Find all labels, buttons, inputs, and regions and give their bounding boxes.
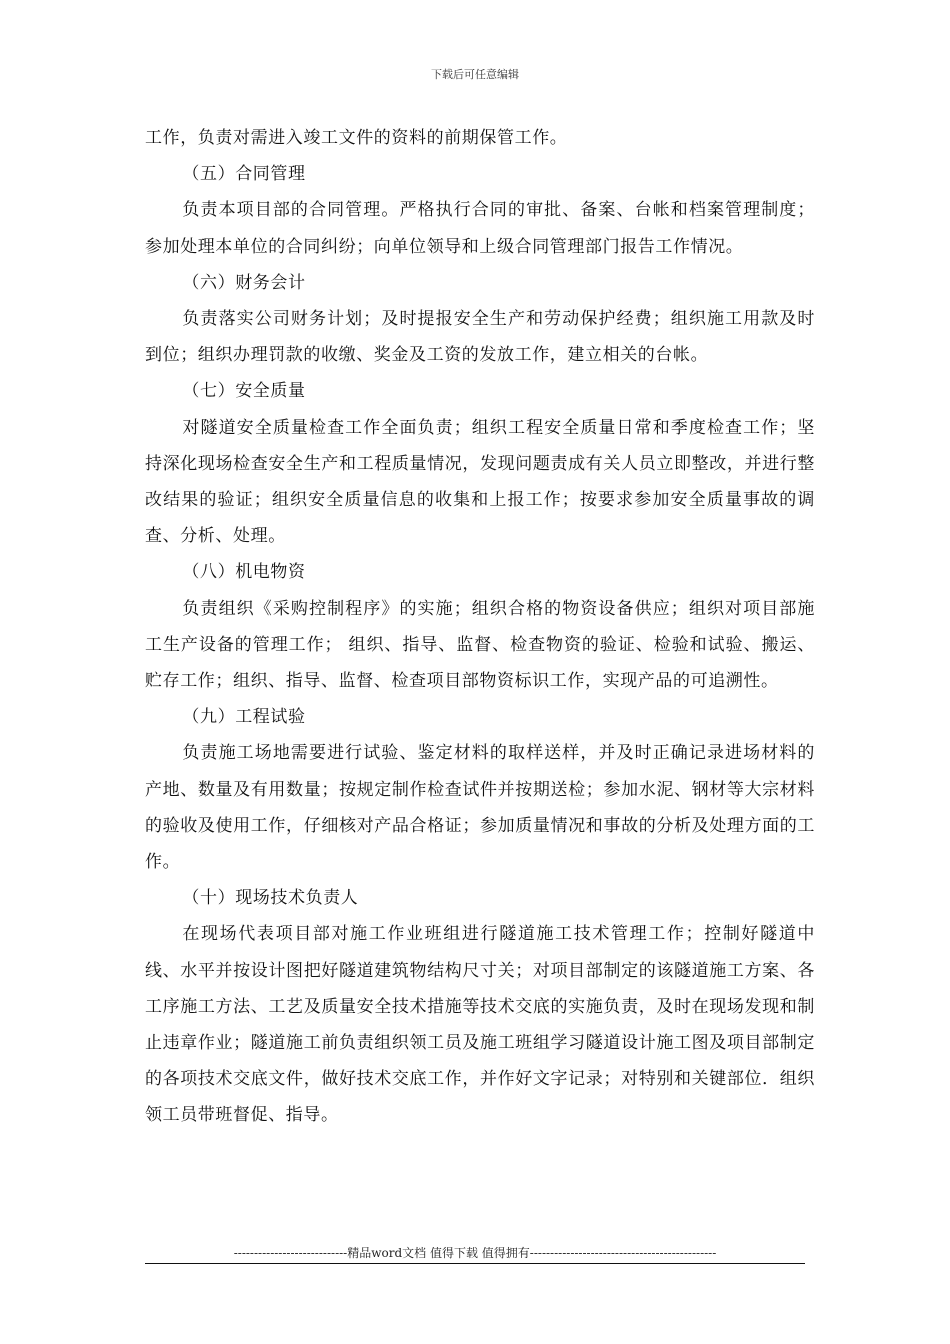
section-heading-materials: （八）机电物资 — [182, 562, 306, 583]
section-heading-contract: （五）合同管理 — [182, 164, 306, 185]
section-heading-testing: （九）工程试验 — [182, 707, 306, 728]
paragraph-finance: 负责落实公司财务计划；及时提报安全生产和劳动保护经费；组织施工用款及时到位；组织办理罚款的收缴、奖金及工资的发放工作，建立相关的台帐。 — [145, 309, 815, 366]
paragraph-continuation: 工作，负责对需进入竣工文件的资料的前期保管工作。 — [145, 128, 568, 148]
page-footer: ----------------------------精品word文档 值得下载 值得拥有---------------------------------------------- — [233, 1246, 717, 1260]
document-body — [145, 120, 815, 1134]
paragraph-contract: 负责本项目部的合同管理。严格执行合同的审批、备案、台帐和档案管理制度；参加处理本单位的合同纠纷；向单位领导和上级合同管理部门报告工作情况。 — [145, 200, 815, 257]
paragraph-testing: 负责施工场地需要进行试验、鉴定材料的取样送样，并及时正确记录进场材料的产地、数量及有用数量；按规定制作检查试件并按期送检；参加水泥、钢材等大宗材料的验收及使用工作，仔细核对产品合格证；参加质量情况和事故的分析及处理方面的工作。 — [145, 743, 815, 873]
section-heading-finance: （六）财务会计 — [182, 272, 306, 293]
paragraph-materials: 负责组织《采购控制程序》的实施；组织合格的物资设备供应；组织对项目部施工生产设备的管理工作； 组织、指导、监督、检查物资的验证、检验和试验、搬运、贮存工作；组织、指导、监督、检查项目部物资标识工作，实现产品的可追溯性。 — [145, 598, 815, 692]
section-heading-safety: （七）安全质量 — [182, 381, 306, 402]
section-heading-site-tech: （十）现场技术负责人 — [182, 888, 359, 909]
page-header: 下载后可任意编辑 — [431, 68, 519, 81]
paragraph-site-tech: 在现场代表项目部对施工作业班组进行隧道施工技术管理工作；控制好隧道中线、水平并按设计图把好隧道建筑物结构尺寸关；对项目部制定的该隧道施工方案、各工序施工方法、工艺及质量安全技术措施等技术交底的实施负责，及时在现场发现和制止违章作业；隧道施工前负责组织领工员及施工班组学习隧道设计施工图及项目部制定的各项技术交底文件，做好技术交底工作，并作好文字记录；对特别和关键部位．组织领工员带班督促、指导。 — [145, 924, 815, 1126]
footer-divider — [145, 1263, 805, 1264]
paragraph-safety: 对隧道安全质量检查工作全面负责；组织工程安全质量日常和季度检查工作；坚持深化现场检查安全生产和工程质量情况，发现问题责成有关人员立即整改，并进行整改结果的验证；组织安全质量信息的收集和上报工作；按要求参加安全质量事故的调查、分析、处理。 — [145, 417, 815, 547]
